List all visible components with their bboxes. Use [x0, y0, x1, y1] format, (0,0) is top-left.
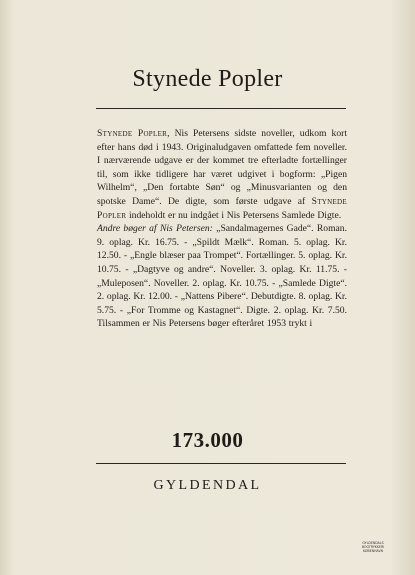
- top-divider: [96, 108, 346, 109]
- description-tail: indeholdt er nu indgået i Nis Petersens Samlede Digte.: [126, 209, 342, 221]
- stamp-line-1: GYLDENDALS: [362, 541, 384, 545]
- other-books-list: „Sandalmagernes Gade“. Roman. 9. oplag. Kr. 16.75. - „Spildt Mælk“. Roman. 5. oplag. Kr. 12.50. - „Engle blæser paa Trompet“. Fortællinger. 5. oplag. Kr. 10.75. - „Dagtyve og andre“. Noveller. 3. oplag. Kr. 11.75. - „Muleposen“. Noveller. 2. oplag. Kr. 10.75. - „Samlede Digte“. 2. oplag. Kr. 12.00. - „Nattens Pibere“. Debutdigte. 8. oplag. Kr. 5.75. - „For Tromme og Kastagnet“. Digte. 2. oplag. Kr. 7.50. Tilsammen er Nis Petersens bøger efteråret 1953 trykt i: [97, 223, 347, 330]
- other-books-heading: Andre bøger af Nis Petersen:: [97, 223, 213, 235]
- publisher-name: GYLDENDAL: [153, 478, 262, 493]
- book-title-inline-2: Stynede Popler: [97, 195, 347, 221]
- bottom-divider: [96, 463, 346, 464]
- total-copies: 173.000: [171, 428, 244, 452]
- printer-stamp: [352, 541, 394, 553]
- description-text: [97, 127, 347, 331]
- book-title-inline: Stynede Popler: [97, 128, 168, 139]
- page-title: Stynede Popler: [132, 66, 283, 92]
- stamp-line-3: KØBENHAVN: [362, 549, 384, 553]
- stamp-line-2: BOGTRYKKERI: [361, 545, 385, 549]
- description-paragraph: , Nis Petersens sidste noveller, udkom kort efter hans død i 1943. Originaludgaven omfattede fem noveller. I nærværende udgave er der kommet tre efterladte fortællinger til, som ikke tidligere har været udgivet i bogform: „Pigen Wilhelm“, „Den fortabte Søn“ og „Minusvarianten og den spotske Dame“. De digte, som første udgave af: [97, 128, 347, 207]
